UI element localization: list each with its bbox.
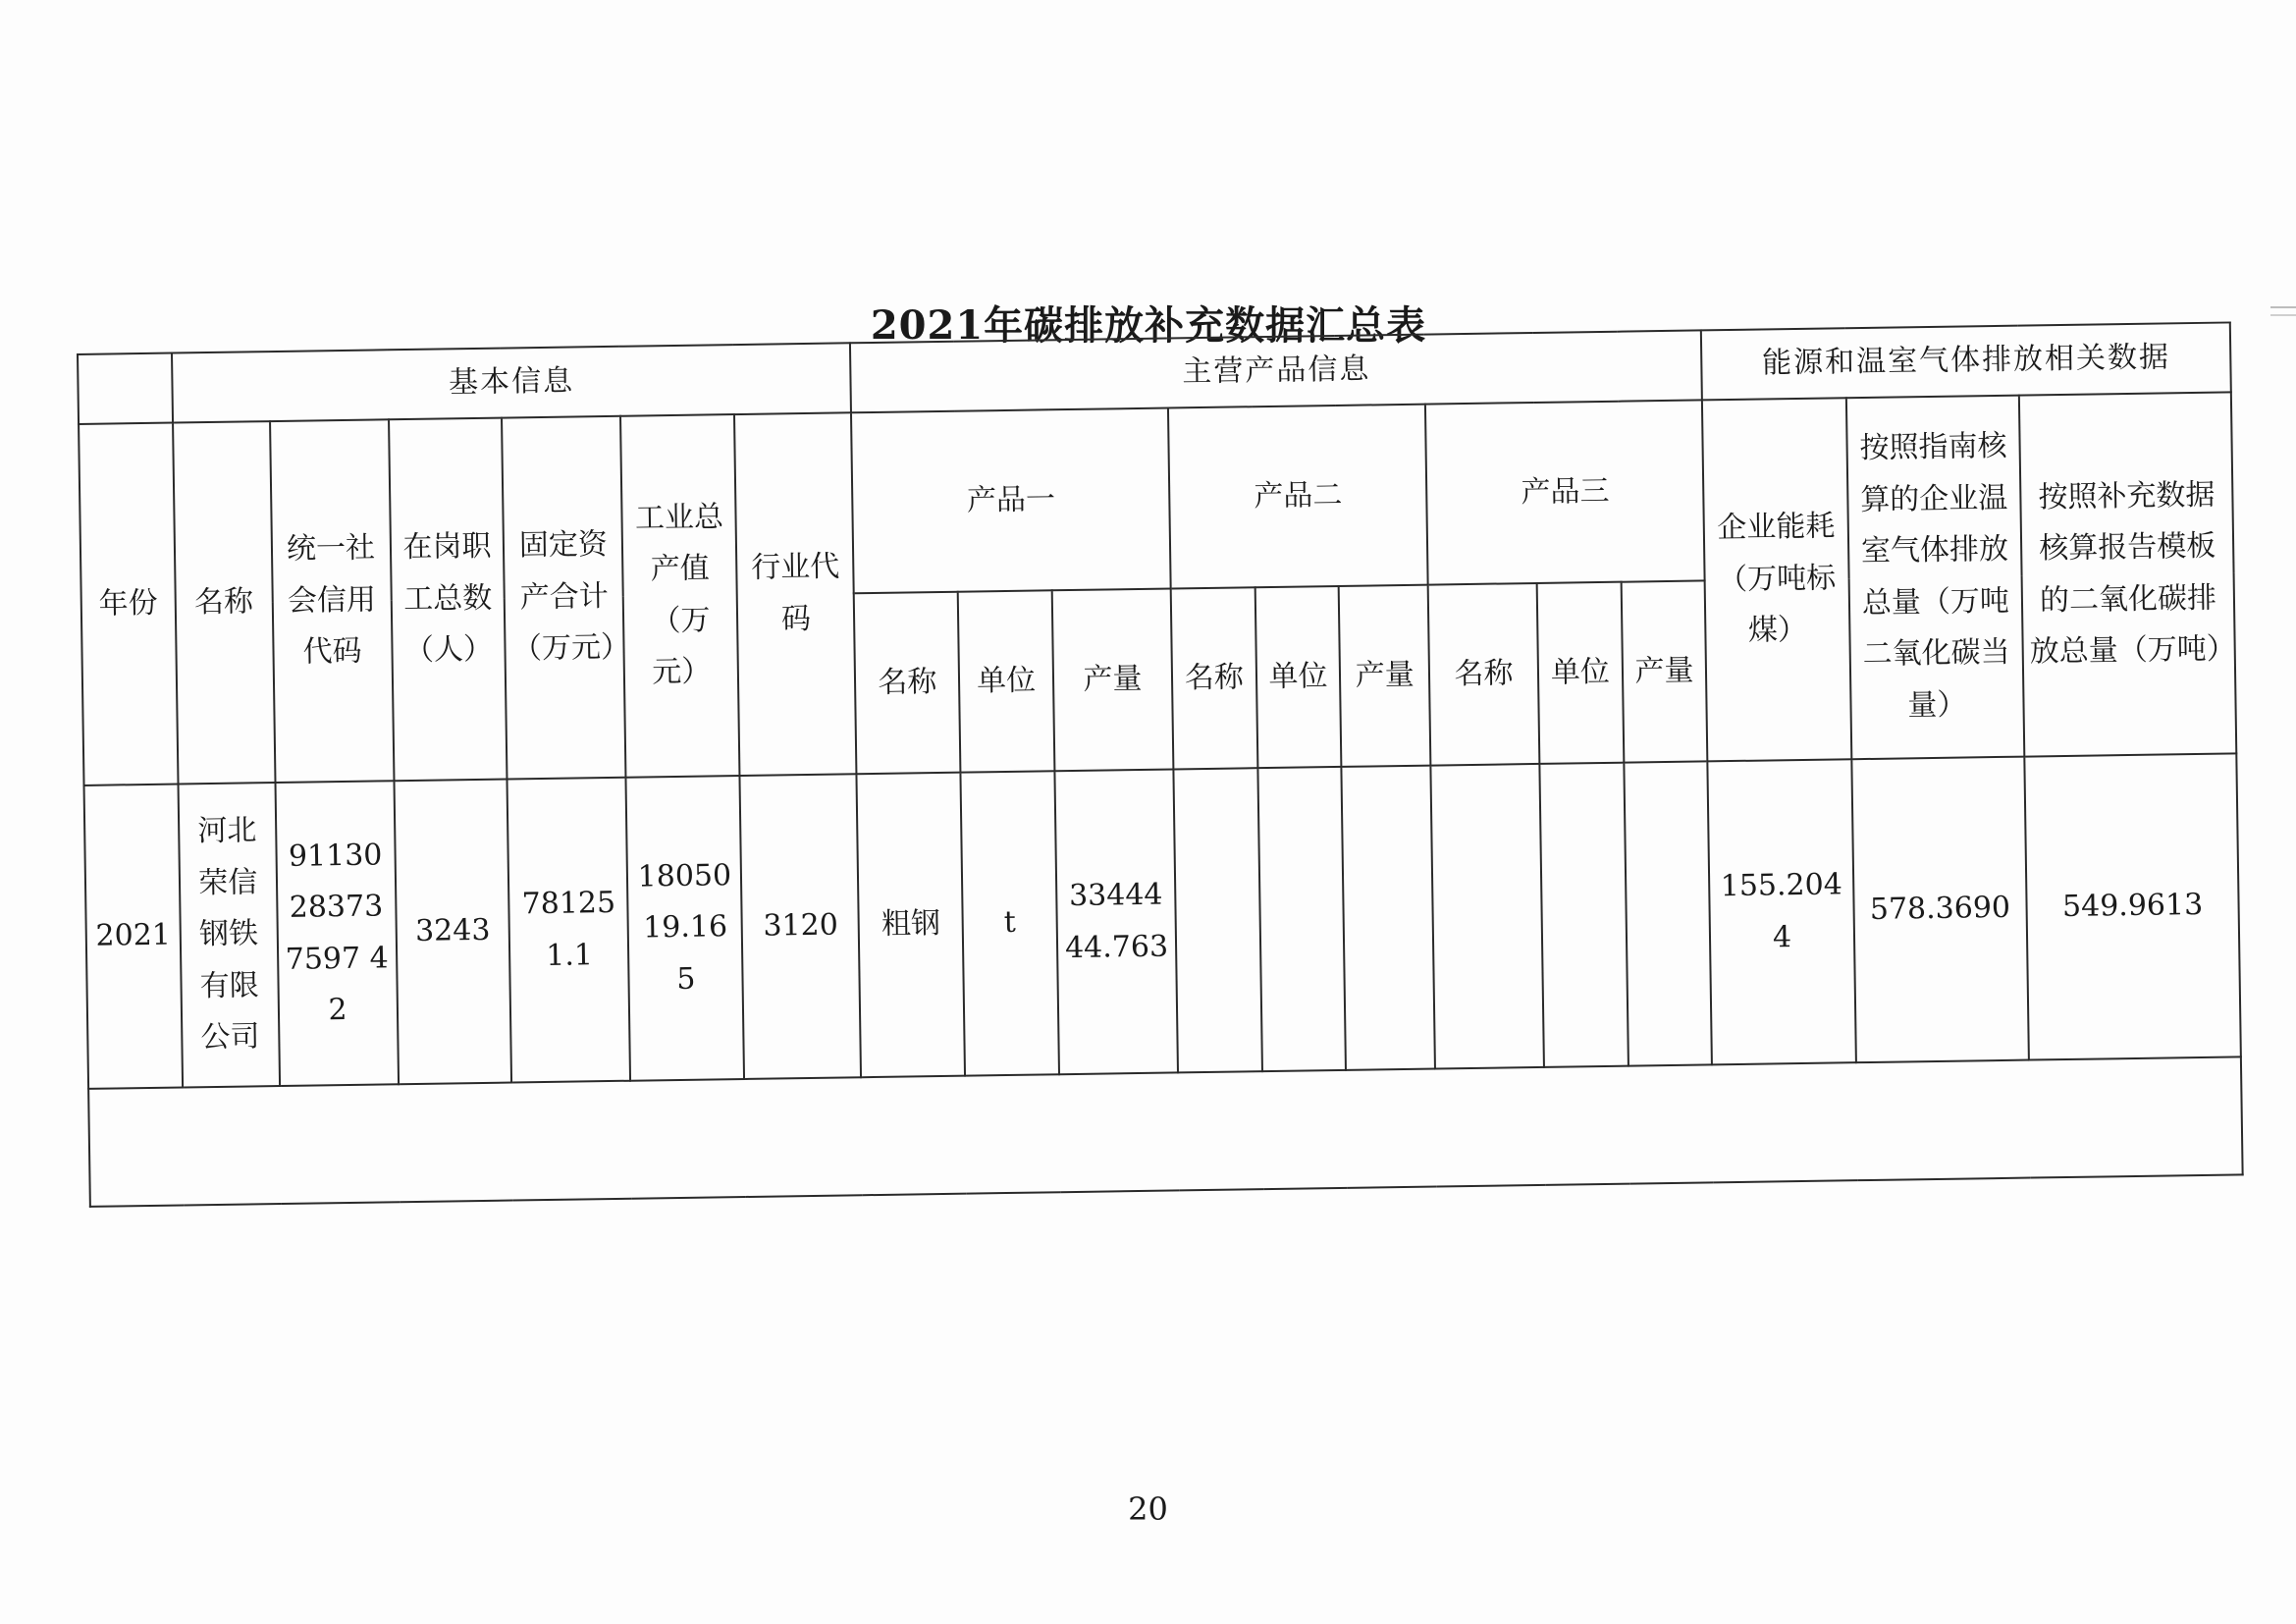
cell-p3-name xyxy=(1430,764,1543,1068)
subgroup-product-2: 产品二 xyxy=(1168,404,1428,588)
group-product-info: 主营产品信息 xyxy=(850,330,1702,412)
cell-employees: 3243 xyxy=(394,780,512,1085)
header-p2-unit: 单位 xyxy=(1255,586,1341,768)
cell-p2-unit xyxy=(1257,767,1346,1071)
table-title: 2021年碳排放补充数据汇总表 xyxy=(870,302,1427,349)
header-p1-quantity: 产量 xyxy=(1052,588,1174,771)
header-output-value: 工业总产值（万元） xyxy=(620,414,739,778)
cell-year: 2021 xyxy=(84,785,183,1089)
header-p2-name: 名称 xyxy=(1171,587,1257,769)
header-co2-template: 按照补充数据核算报告模板的二氧化碳排放总量（万吨） xyxy=(2019,392,2236,756)
header-p1-name: 名称 xyxy=(854,592,961,775)
cell-industry-code: 3120 xyxy=(740,774,862,1079)
subgroup-product-3: 产品三 xyxy=(1425,400,1705,584)
cell-p3-quantity xyxy=(1624,762,1712,1066)
table-row xyxy=(84,754,2241,1089)
header-p1-unit: 单位 xyxy=(958,590,1054,773)
cell-p1-name: 粗钢 xyxy=(857,773,965,1077)
page-number: 20 xyxy=(1128,1490,1168,1528)
header-credit-code: 统一社会信用代码 xyxy=(270,419,394,783)
header-p3-quantity: 产量 xyxy=(1621,580,1708,762)
header-year: 年份 xyxy=(79,422,178,785)
header-p2-quantity: 产量 xyxy=(1339,585,1430,767)
summary-table-wrapper xyxy=(77,321,2244,1207)
header-fixed-assets: 固定资产合计（万元） xyxy=(502,416,625,780)
cell-p2-name xyxy=(1173,768,1261,1072)
header-company-name: 名称 xyxy=(173,421,275,785)
cell-p1-unit: t xyxy=(961,771,1059,1075)
group-basic-info: 基本信息 xyxy=(172,343,852,422)
cell-company-name: 河北荣信钢铁有限公司 xyxy=(178,783,279,1087)
cell-ghg-guideline: 578.3690 xyxy=(1851,757,2029,1062)
cell-p1-quantity: 3344444.763 xyxy=(1054,770,1178,1075)
cell-co2-template: 549.9613 xyxy=(2024,754,2240,1060)
header-ghg-guideline: 按照指南核算的企业温室气体排放总量（万吨二氧化碳当量） xyxy=(1846,395,2025,759)
cell-credit-code: 91130283737597 42 xyxy=(275,781,399,1086)
cell-p2-quantity xyxy=(1342,766,1435,1070)
scan-edge-mark xyxy=(2270,306,2296,308)
corner-cell xyxy=(78,353,173,424)
cell-output-value: 1805019.165 xyxy=(626,776,745,1081)
cell-p3-unit xyxy=(1539,763,1628,1067)
header-energy-use: 企业能耗（万吨标煤） xyxy=(1702,398,1851,761)
header-employees: 在岗职工总数（人） xyxy=(389,417,507,781)
cell-energy-use: 155.2044 xyxy=(1708,759,1856,1064)
subgroup-product-1: 产品一 xyxy=(851,407,1170,593)
cell-fixed-assets: 781251.1 xyxy=(507,778,631,1083)
group-energy-data: 能源和温室气体排放相关数据 xyxy=(1701,322,2231,400)
header-p3-unit: 单位 xyxy=(1537,582,1624,764)
subgroup-header-row xyxy=(79,392,2233,605)
header-p3-name: 名称 xyxy=(1428,583,1540,766)
summary-table xyxy=(77,321,2244,1207)
header-industry-code: 行业代码 xyxy=(734,412,856,776)
